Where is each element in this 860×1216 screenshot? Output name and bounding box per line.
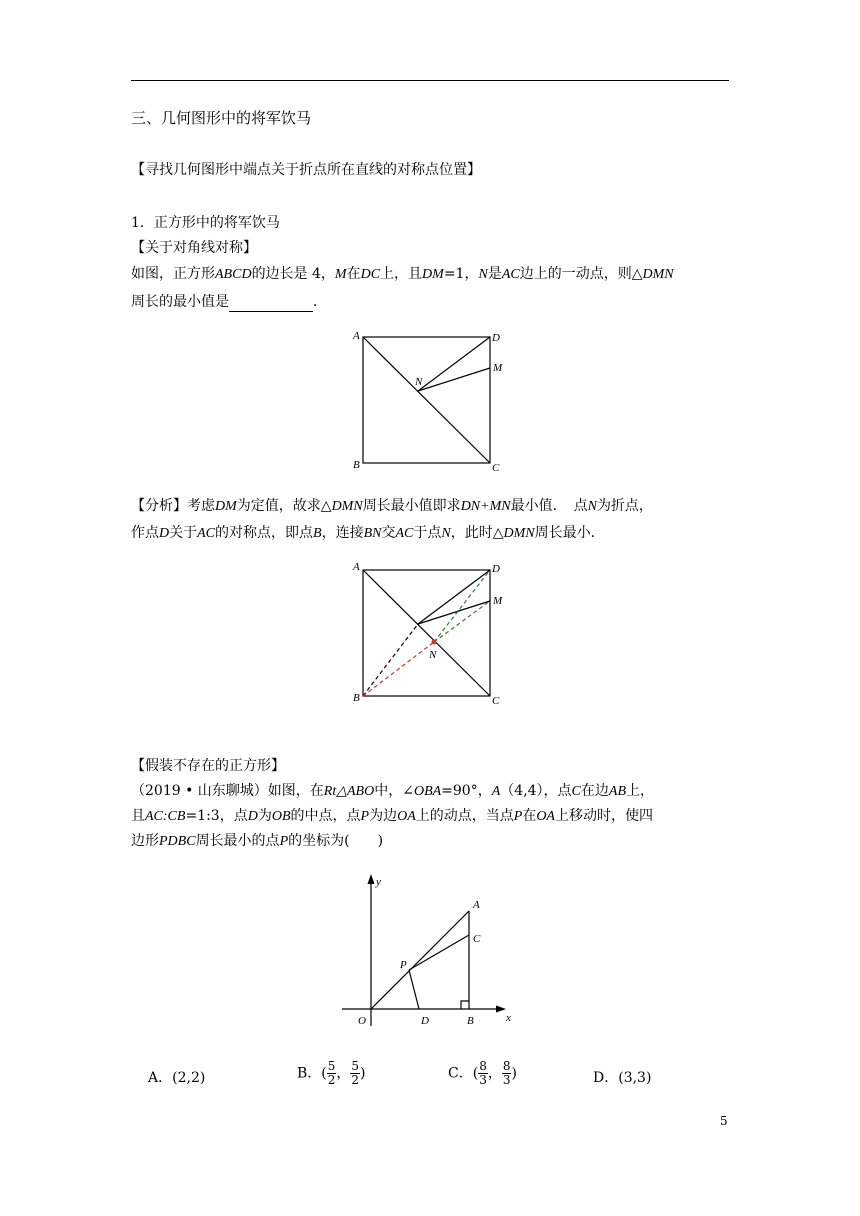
diagonal-ac [363,337,490,463]
label-b: B [467,1015,474,1027]
header-rule [131,80,729,81]
label-d: D [421,1015,429,1027]
subsection-heading-fake-square: 【假装不存在的正方形】 [131,758,285,774]
label-c: C [473,933,481,945]
x-axis-arrow [496,1006,506,1013]
answer-blank [229,297,313,312]
fraction: $\frac{5}{2}$ [327,1059,336,1087]
label-b: B [353,459,360,471]
label-c: C [492,695,500,707]
label-c: C [492,462,500,474]
segment-oa [371,911,469,1009]
label-m: M [493,362,503,374]
label-a: A [353,561,360,573]
label-y: y [376,876,381,888]
problem1-line2: 周长的最小值是 ． [131,294,327,310]
subsection-title-square: 1．正方形中的将军饮马 [131,215,280,231]
section-title: 三、几何图形中的将军饮马 [131,109,312,127]
label-d: D [492,332,500,344]
intro-heading: 【寻找几何图形中端点关于折点所在直线的对称点位置】 [131,162,481,178]
analysis-line1: 【分析】考虑DM为定值，故求△DMN周长最小值即求DN+MN最小值． 点N为折点， [131,498,653,514]
label-o: O [358,1015,366,1027]
subsection-heading-diagonal: 【关于对角线对称】 [131,240,257,256]
dashed-nm-green [434,601,490,642]
label-a: A [353,330,360,342]
diagonal-ac [363,570,490,696]
problem2-line2: 且AC:CB=1:3，点D为OB的中点，点P为边OA上的动点，当点P在OA上移动时，使四 [131,808,653,824]
fraction: $\frac{8}{3}$ [479,1059,487,1087]
segment-nd [418,570,490,624]
label-x: x [506,1012,511,1024]
option-a[interactable]: A．(2,2) [148,1070,206,1086]
label-b: B [353,692,360,704]
segment-nd [418,337,490,391]
label-n: N [415,376,423,388]
segment-nm [418,601,490,624]
figure-square-1 [350,325,510,475]
label-a: A [473,899,480,911]
segment-pd [409,970,419,1009]
y-axis-arrow [368,874,375,884]
fraction: $\frac{8}{3}$ [502,1059,511,1087]
right-angle-mark [461,1001,469,1009]
label-p: P [400,959,407,971]
option-b[interactable]: B．( $\frac{5}{2}$ ， $\frac{5}{2}$ ) [297,1059,366,1087]
figure-square-2 [350,558,510,708]
option-c[interactable]: C．( $\frac{8}{3}$ ， $\frac{8}{3}$ ) [448,1059,517,1087]
page-number: 5 [720,1114,728,1128]
option-d[interactable]: D．(3,3) [593,1070,652,1086]
figure-coordinate-triangle [330,866,530,1036]
fraction: $\frac{5}{2}$ [351,1059,360,1087]
point-n-marker [432,640,437,645]
problem1-line1: 如图，正方形ABCD的边长是 4，M在DC上，且DM=1，N是AC边上的一动点，则△DMN [131,266,674,282]
label-n: N [429,649,437,661]
problem2-line3: 边形PDBC周长最小的点P的坐标为( ) [131,833,384,849]
label-d: D [492,563,500,575]
analysis-line2: 作点D关于AC的对称点，即点B，连接BN交AC于点N，此时△DMN周长最小． [131,525,605,541]
segment-nm [418,368,490,391]
label-m: M [493,595,503,607]
problem2-line1: （2019 • 山东聊城）如图，在Rt△ABO中，∠OBA=90°，A（4,4），点C在边AB上， [131,783,654,799]
